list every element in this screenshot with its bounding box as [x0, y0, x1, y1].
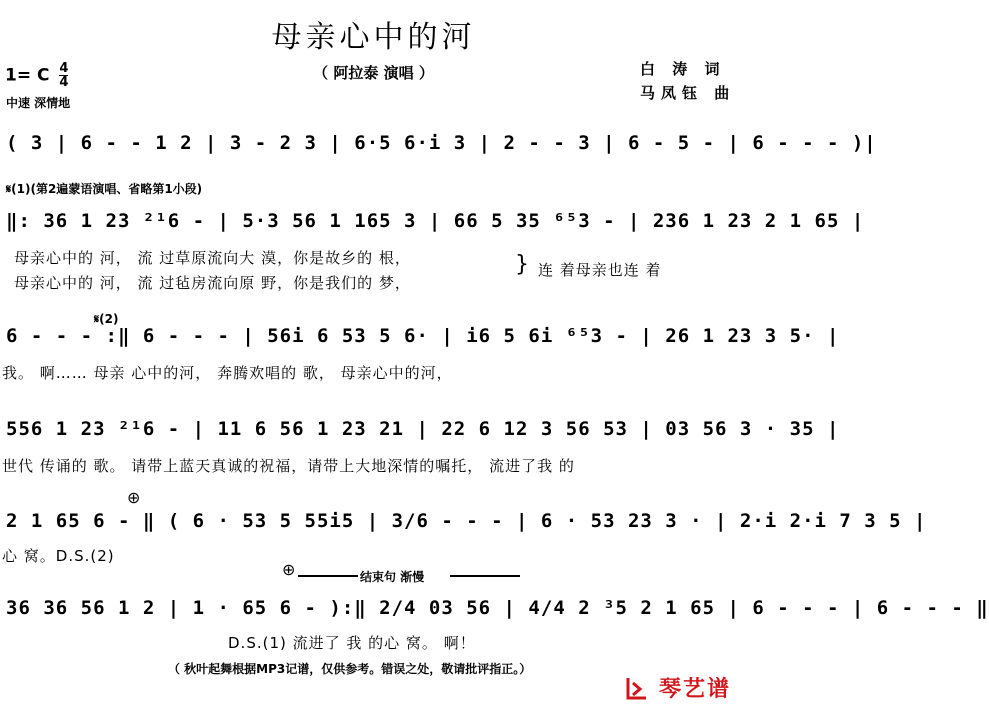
score-row-4: 556 1 23 ²¹6 - | 11 6 56 1 23 21 | 22 6 12 3 56 53 | 03 56 3 · 35 | [6, 418, 840, 440]
key-signature [5, 62, 68, 89]
coda-symbol-2: ⊕ [282, 560, 297, 579]
verse-brace: } [515, 252, 530, 277]
key-label: 1= C [5, 65, 50, 86]
lyric-row-5: 心 窝。D.S.(2) [2, 547, 115, 565]
performer: （ 阿拉泰 演唱 ） [313, 64, 434, 82]
score-row-1: ( 3 | 6 - - 1 2 | 3 - 2 3 | 6·5 6·i 3 | 2 - - 3 | 6 - 5 - | 6 - - - )| [6, 132, 877, 154]
time-top: 4 [59, 61, 69, 76]
score-row-2: ‖: 36 1 23 ²¹6 - | 5·3 56 1 165 3 | 66 5 35 ⁶⁵3 - | 236 1 23 2 1 65 | [6, 210, 865, 232]
time-signature [59, 62, 68, 89]
score-row-5: 2 1 65 6 - ‖ ( 6 · 53 5 55i5 | 3/6 - - - | 6 · 53 23 3 · | 2·i 2·i 7 3 5 | [6, 510, 927, 532]
lyric-row-3: 我。 啊…… 母亲 心中的河， 奔腾欢唱的 歌， 母亲心中的河， [2, 364, 453, 382]
lyric-row-4: 世代 传诵的 歌。 请带上蓝天真诚的祝福，请带上大地深情的嘱托， 流进了我 的 [2, 457, 575, 475]
lyric-row-2-tail: 连 着母亲也连 着 [538, 261, 662, 279]
ending-label: 结束句 渐慢 [360, 570, 425, 584]
repeat-mark-1: 𝄋(1)(第2遍蒙语演唱、省略第1小段) [6, 182, 203, 196]
lyricist-credit: 白 涛 词 [640, 60, 726, 78]
logo-icon [624, 675, 650, 701]
ritard-line [450, 575, 520, 577]
lyric-row-2a: 母亲心中的 河， 流 过草原流向大 漠，你是故乡的 根， [14, 249, 411, 267]
footnote: （ 秋叶起舞根据MP3记谱，仅供参考。错误之处，敬请批评指正。） [168, 662, 532, 676]
coda-symbol: ⊕ [127, 488, 142, 507]
lyric-row-6: D.S.(1) 流进了 我 的心 窝。 啊！ [228, 634, 476, 652]
tempo-marking: 中速 深情地 [6, 96, 71, 110]
song-title: 母亲心中的河 [271, 20, 476, 55]
repeat-mark-2: 𝄋(2) [94, 312, 119, 326]
site-logo [624, 672, 731, 703]
score-row-3: 6 - - - :‖ 6 - - - | 56i 6 53 5 6· | i6 5 6i ⁶⁵3 - | 26 1 23 3 5· | [6, 325, 840, 347]
composer-credit: 马凤钰 曲 [640, 84, 736, 102]
time-bottom: 4 [59, 75, 69, 90]
logo-text: 琴艺谱 [658, 677, 731, 702]
score-row-6: 36 36 56 1 2 | 1 · 65 6 - ):‖ 2/4 03 56 | 4/4 2 ³5 2 1 65 | 6 - - - | 6 - - - ‖ [6, 597, 989, 619]
lyric-row-2b: 母亲心中的 河， 流 过毡房流向原 野，你是我们的 梦， [14, 274, 411, 292]
coda-line [298, 575, 358, 577]
